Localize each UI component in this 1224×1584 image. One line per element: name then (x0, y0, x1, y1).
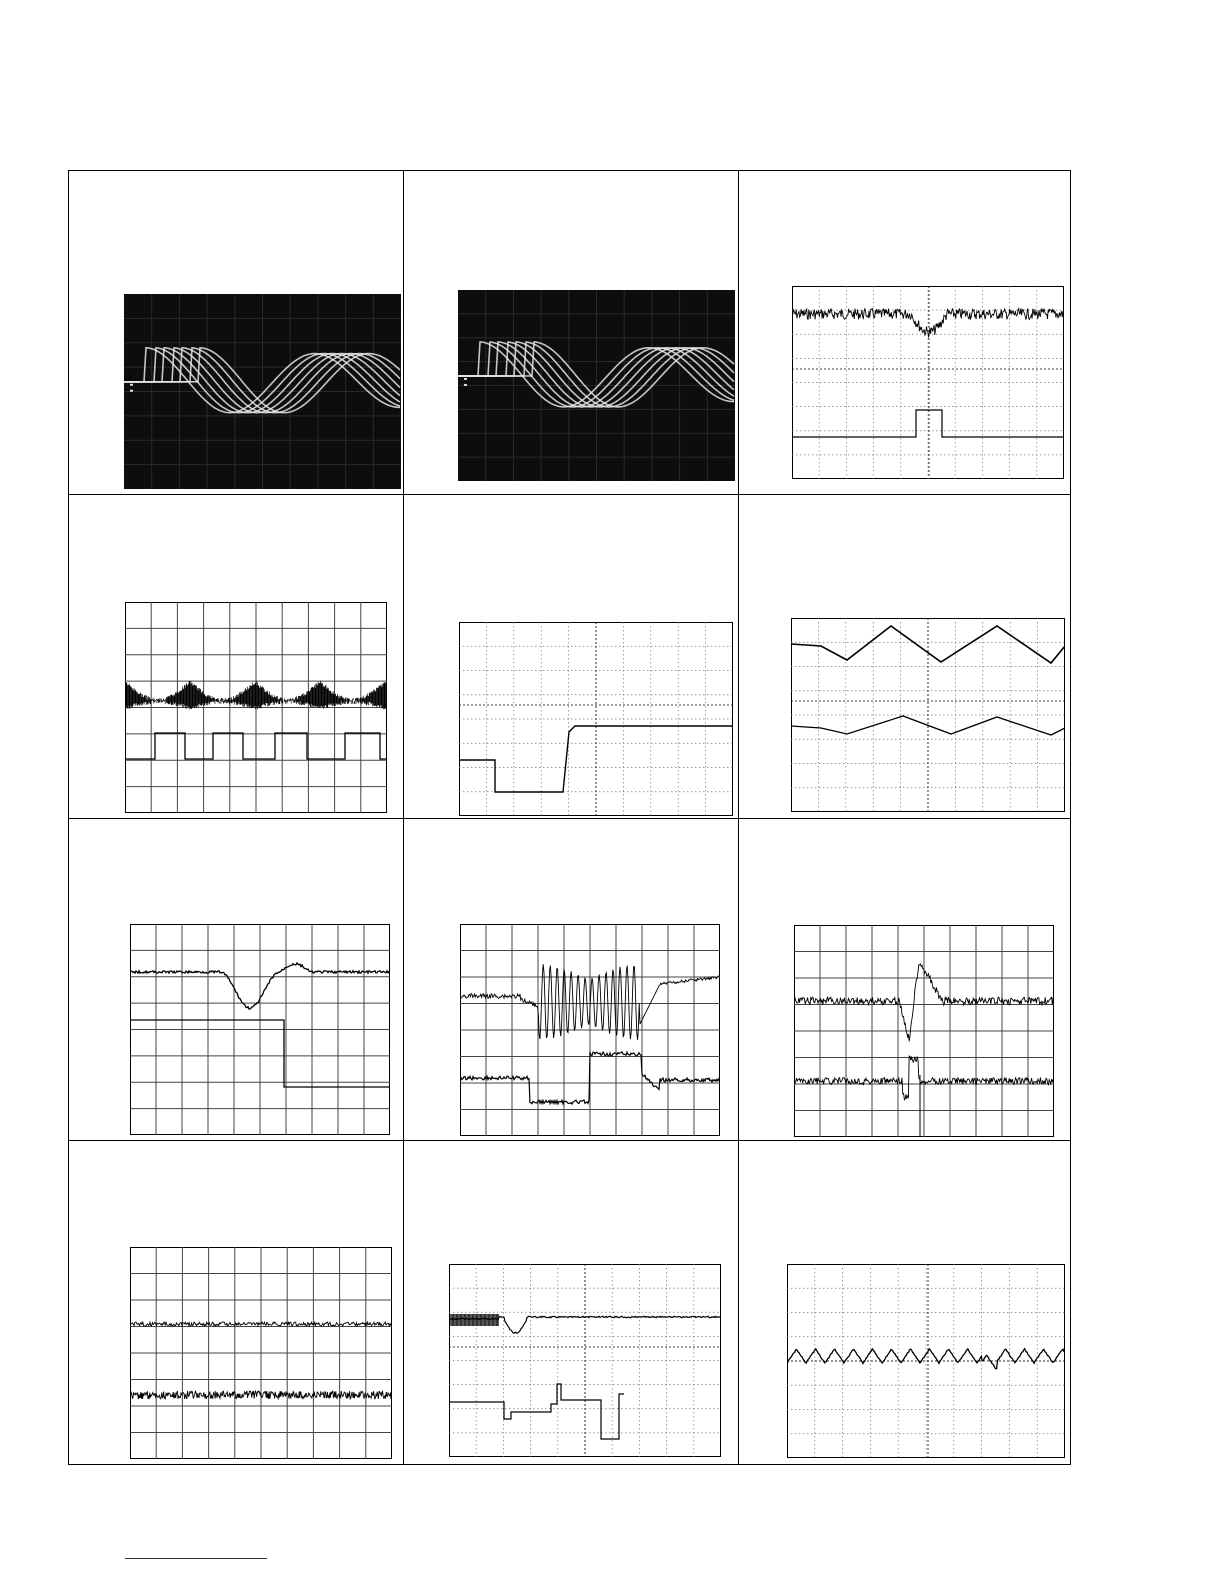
scope-trace-pulse-train (449, 1264, 721, 1457)
scope-trace-oscillation-burst (460, 924, 720, 1136)
photo-marker (130, 390, 133, 392)
scope-trace-dip-step-down (130, 924, 390, 1135)
scope-trace-periodic-square (125, 602, 387, 813)
row-divider (69, 1140, 1070, 1141)
scope-trace-step-response (459, 622, 733, 816)
scope-trace-triangle-waves (791, 618, 1065, 812)
footnote-rule (125, 1558, 267, 1559)
scope-trace-dip-pulse (792, 286, 1064, 479)
photo-marker (464, 378, 467, 380)
oscilloscope-photo-2 (458, 290, 735, 481)
photo-marker (130, 384, 133, 386)
scope-trace-flat-noise (130, 1247, 392, 1459)
photo-marker (464, 384, 467, 386)
oscilloscope-photo-1 (124, 294, 401, 489)
row-divider (69, 494, 1070, 495)
scope-trace-spike-pulse (794, 925, 1054, 1137)
row-divider (69, 818, 1070, 819)
scope-trace-sawtooth (787, 1264, 1065, 1458)
